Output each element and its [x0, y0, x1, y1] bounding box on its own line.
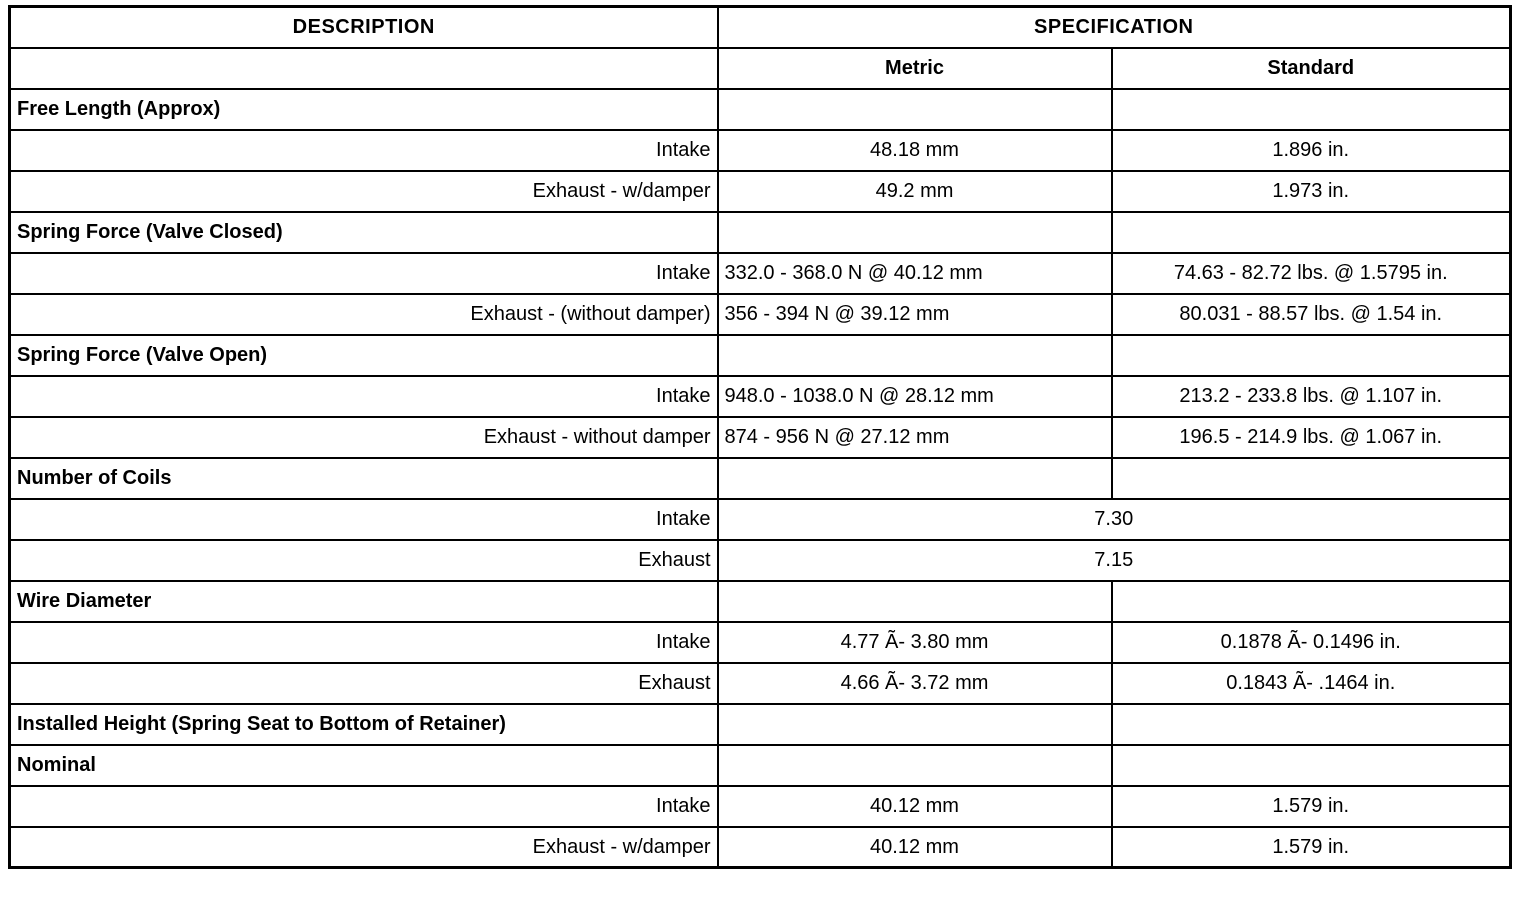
table-row [10, 745, 1511, 786]
table-row [10, 786, 1511, 827]
row-metric [718, 212, 1112, 253]
row-standard [1112, 745, 1511, 786]
row-standard: 1.973 in. [1112, 171, 1511, 212]
row-label: Spring Force (Valve Closed) [10, 212, 718, 253]
row-label: Intake [10, 376, 718, 417]
table-row [10, 499, 1511, 540]
table-row [10, 417, 1511, 458]
row-standard: 74.63 - 82.72 lbs. @ 1.5795 in. [1112, 253, 1511, 294]
row-label: Intake [10, 499, 718, 540]
row-metric: 40.12 mm [718, 786, 1112, 827]
row-metric [718, 458, 1112, 499]
row-metric: 874 - 956 N @ 27.12 mm [718, 417, 1112, 458]
table-row [10, 376, 1511, 417]
header-description: DESCRIPTION [10, 7, 718, 48]
table-row [10, 130, 1511, 171]
valve-spring-specification-table [8, 5, 1512, 869]
row-standard: 1.579 in. [1112, 827, 1511, 868]
row-metric: 4.66 Ã- 3.72 mm [718, 663, 1112, 704]
row-metric: 48.18 mm [718, 130, 1112, 171]
row-label: Wire Diameter [10, 581, 718, 622]
table-row [10, 171, 1511, 212]
row-metric [718, 335, 1112, 376]
table-row [10, 581, 1511, 622]
row-label: Exhaust - w/damper [10, 171, 718, 212]
row-label: Exhaust - without damper [10, 417, 718, 458]
row-metric: 49.2 mm [718, 171, 1112, 212]
row-standard: 0.1843 Ã- .1464 in. [1112, 663, 1511, 704]
row-standard: 1.579 in. [1112, 786, 1511, 827]
table-row [10, 294, 1511, 335]
row-value-spanning: 7.15 [718, 540, 1511, 581]
row-standard: 196.5 - 214.9 lbs. @ 1.067 in. [1112, 417, 1511, 458]
row-metric: 948.0 - 1038.0 N @ 28.12 mm [718, 376, 1112, 417]
row-label: Intake [10, 786, 718, 827]
table-row [10, 663, 1511, 704]
row-label: Nominal [10, 745, 718, 786]
header-specification: SPECIFICATION [718, 7, 1511, 48]
row-metric: 332.0 - 368.0 N @ 40.12 mm [718, 253, 1112, 294]
table-row [10, 212, 1511, 253]
row-standard: 213.2 - 233.8 lbs. @ 1.107 in. [1112, 376, 1511, 417]
table-row [10, 335, 1511, 376]
row-label: Exhaust - w/damper [10, 827, 718, 868]
row-metric: 356 - 394 N @ 39.12 mm [718, 294, 1112, 335]
row-standard [1112, 89, 1511, 130]
row-value-spanning: 7.30 [718, 499, 1511, 540]
row-standard: 1.896 in. [1112, 130, 1511, 171]
row-label: Installed Height (Spring Seat to Bottom of Retainer) [10, 704, 718, 745]
row-metric: 40.12 mm [718, 827, 1112, 868]
table-row [10, 704, 1511, 745]
row-standard [1112, 581, 1511, 622]
header-metric: Metric [718, 48, 1112, 89]
header-standard: Standard [1112, 48, 1511, 89]
row-standard: 0.1878 Ã- 0.1496 in. [1112, 622, 1511, 663]
row-label: Intake [10, 253, 718, 294]
row-label: Spring Force (Valve Open) [10, 335, 718, 376]
row-label: Intake [10, 130, 718, 171]
row-standard [1112, 458, 1511, 499]
row-metric [718, 704, 1112, 745]
row-metric [718, 745, 1112, 786]
row-metric [718, 89, 1112, 130]
table-row [10, 253, 1511, 294]
row-label: Number of Coils [10, 458, 718, 499]
row-label: Free Length (Approx) [10, 89, 718, 130]
table-header-row-main [10, 7, 1511, 48]
table-row [10, 827, 1511, 868]
row-label: Exhaust - (without damper) [10, 294, 718, 335]
table-row [10, 458, 1511, 499]
row-standard [1112, 335, 1511, 376]
row-standard [1112, 704, 1511, 745]
row-label: Intake [10, 622, 718, 663]
row-standard [1112, 212, 1511, 253]
row-label: Exhaust [10, 540, 718, 581]
row-label: Exhaust [10, 663, 718, 704]
header-blank-cell [10, 48, 718, 89]
row-metric: 4.77 Ã- 3.80 mm [718, 622, 1112, 663]
table-row [10, 540, 1511, 581]
row-standard: 80.031 - 88.57 lbs. @ 1.54 in. [1112, 294, 1511, 335]
table-header-row-sub [10, 48, 1511, 89]
table-row [10, 622, 1511, 663]
table-row [10, 89, 1511, 130]
row-metric [718, 581, 1112, 622]
specification-sheet [0, 5, 1520, 919]
